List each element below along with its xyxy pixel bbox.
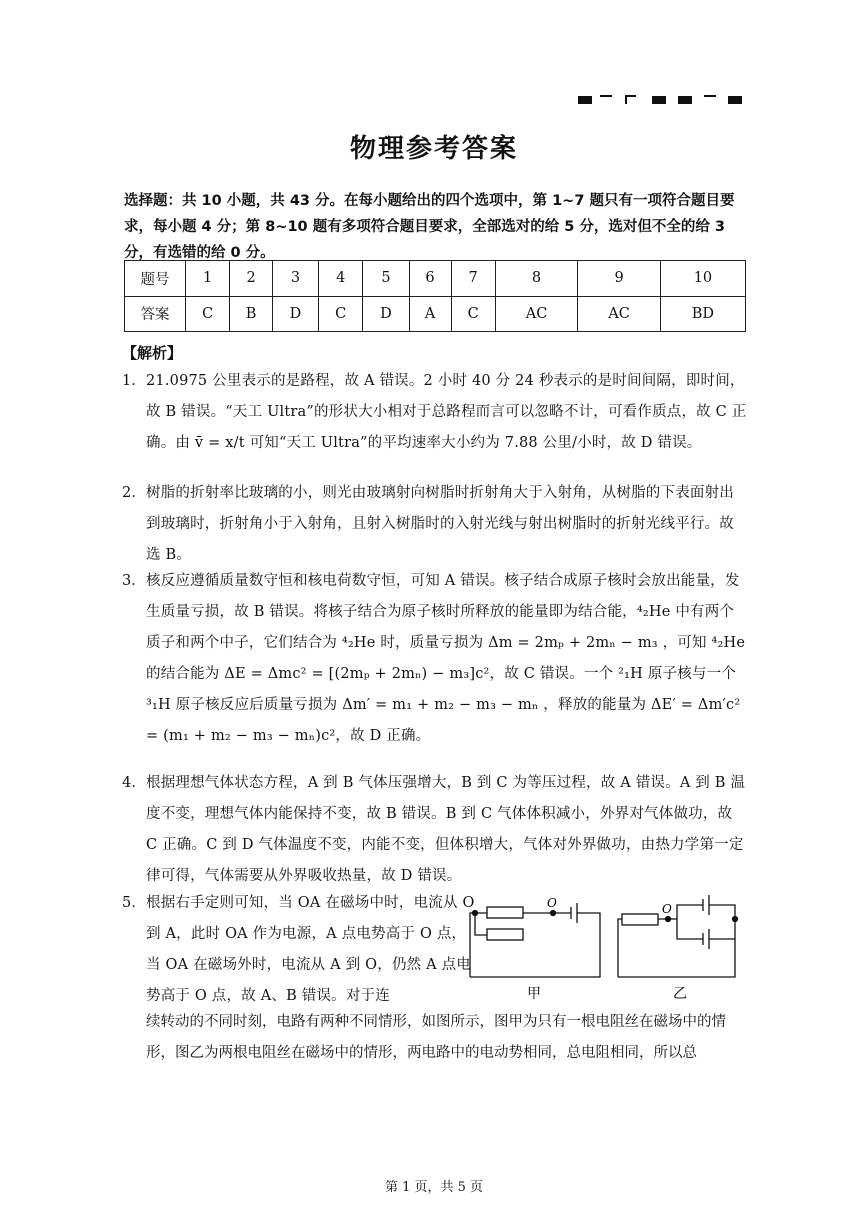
solution-item-3: [122, 566, 747, 752]
table-cell: 6: [409, 261, 451, 297]
section-intro: 选择题：共 10 小题，共 43 分。在每小题给出的四个选项中，第 1~7 题只有一项符合题目要求，每小题 4 分；第 8~10 题有多项符合题目要求，全部选对的给 5 分，选对但不全的给 3 分，有选错的给 0 分。: [124, 193, 735, 261]
table-cell: 2: [230, 261, 273, 297]
item-number: 5．: [122, 895, 147, 911]
table-cell: 1: [186, 261, 230, 297]
node-o-label: O: [662, 902, 672, 916]
table-cell: 7: [451, 261, 495, 297]
table-cell: 9: [578, 261, 661, 297]
table-cell: C: [451, 296, 495, 332]
page-footer: 第 1 页，共 5 页: [384, 1180, 484, 1195]
table-cell: D: [363, 296, 409, 332]
table-row: [125, 296, 746, 332]
circuit-diagram-b: [618, 895, 738, 977]
solution-item-1: [122, 366, 747, 459]
item-text: 根据右手定则可知，当 OA 在磁场中时，电流从 O 到 A，此时 OA 作为电源，A 点电势高于 O 点，当 OA 在磁场外时，电流从 A 到 O，仍然 A 点电势高于 O 点，故 A、B 错误。对于连: [146, 895, 475, 1004]
item-number: 2．: [122, 485, 147, 501]
item-text: 树脂的折射率比玻璃的小，则光由玻璃射向树脂时折射角大于入射角，从树脂的下表面射出到玻璃时，折射角小于入射角，且射入树脂时的入射光线与射出树脂时的折射光线平行。故选 B。: [146, 485, 734, 563]
table-cell: C: [319, 296, 363, 332]
table-cell: 10: [660, 261, 745, 297]
table-cell: A: [409, 296, 451, 332]
item-text: 根据理想气体状态方程，A 到 B 气体压强增大，B 到 C 为等压过程，故 A 错误。A 到 B 温度不变，理想气体内能保持不变，故 B 错误。B 到 C 气体体积减小，外界对气体做功，故 C 正确。C 到 D 气体温度不变，内能不变，但体积增大，气体对外界做功，由热力学第一定律可得，气体需要从外界吸收热量，故 D 错误。: [146, 775, 746, 884]
table-cell: 8: [495, 261, 578, 297]
figure-caption-b: 乙: [673, 986, 687, 1002]
table-cell: B: [230, 296, 273, 332]
table-cell: D: [272, 296, 318, 332]
node-o-label: O: [547, 896, 557, 910]
item-number: 1．: [122, 373, 147, 389]
answer-table: [124, 260, 746, 332]
row-header: 题号: [125, 261, 186, 297]
header-mark-bar: [576, 92, 746, 108]
table-cell: C: [186, 296, 230, 332]
item-5-continued: 续转动的不同时刻，电路有两种不同情形，如图所示，图甲为只有一根电阻丝在磁场中的情形，图乙为两根电阻丝在磁场中的情形，两电路中的电动势相同，总电阻相同，所以总: [146, 1014, 726, 1061]
item-number: 3．: [122, 573, 147, 589]
circuit-diagram-a: [470, 903, 600, 977]
table-cell: AC: [578, 296, 661, 332]
table-cell: 5: [363, 261, 409, 297]
table-cell: 4: [319, 261, 363, 297]
item-text: 核反应遵循质量数守恒和核电荷数守恒，可知 A 错误。核子结合成原子核时会放出能量，发生质量亏损，故 B 错误。将核子结合为原子核时所释放的能量即为结合能，⁴₂He 中有两个质子和两个中子，它们结合为 ⁴₂He 时，质量亏损为 Δm = 2mₚ + 2mₙ − m₃ ，可知 ⁴₂He 的结合能为 ΔE = Δmc² = [(2mₚ + 2mₙ) − m₃]c²，故 C 错误。一个 ²₁H 原子核与一个 ³₁H 原子核反应后质量亏损为 Δm′ = m₁ + m₂ − m₃ − mₙ ，释放的能量为 ΔE′ = Δm′c² = (m₁ + m₂ − m₃ − mₙ)c²，故 D 正确。: [146, 573, 746, 744]
item-number: 4．: [122, 775, 147, 791]
table-cell: BD: [660, 296, 745, 332]
figure-caption-a: 甲: [527, 986, 541, 1002]
item-text: 21.0975 公里表示的是路程，故 A 错误。2 小时 40 分 24 秒表示的是时间间隔，即时间，故 B 错误。“天工 Ultra”的形状大小相对于总路程而言可以忽略不计，可看作质点，故 C 正确。由 v̄ = x/t 可知“天工 Ultra”的平均速率大小约为 7.88 公里/小时，故 D 错误。: [146, 373, 747, 451]
circuit-figure: [465, 895, 750, 1005]
solution-item-2: [122, 478, 747, 571]
table-cell: AC: [495, 296, 578, 332]
table-row: [125, 261, 746, 297]
analysis-heading: 【解析】: [122, 344, 183, 362]
row-header: 答案: [125, 296, 186, 332]
page-title: 物理参考答案: [349, 134, 518, 164]
solution-item-4: [122, 768, 747, 892]
table-cell: 3: [272, 261, 318, 297]
